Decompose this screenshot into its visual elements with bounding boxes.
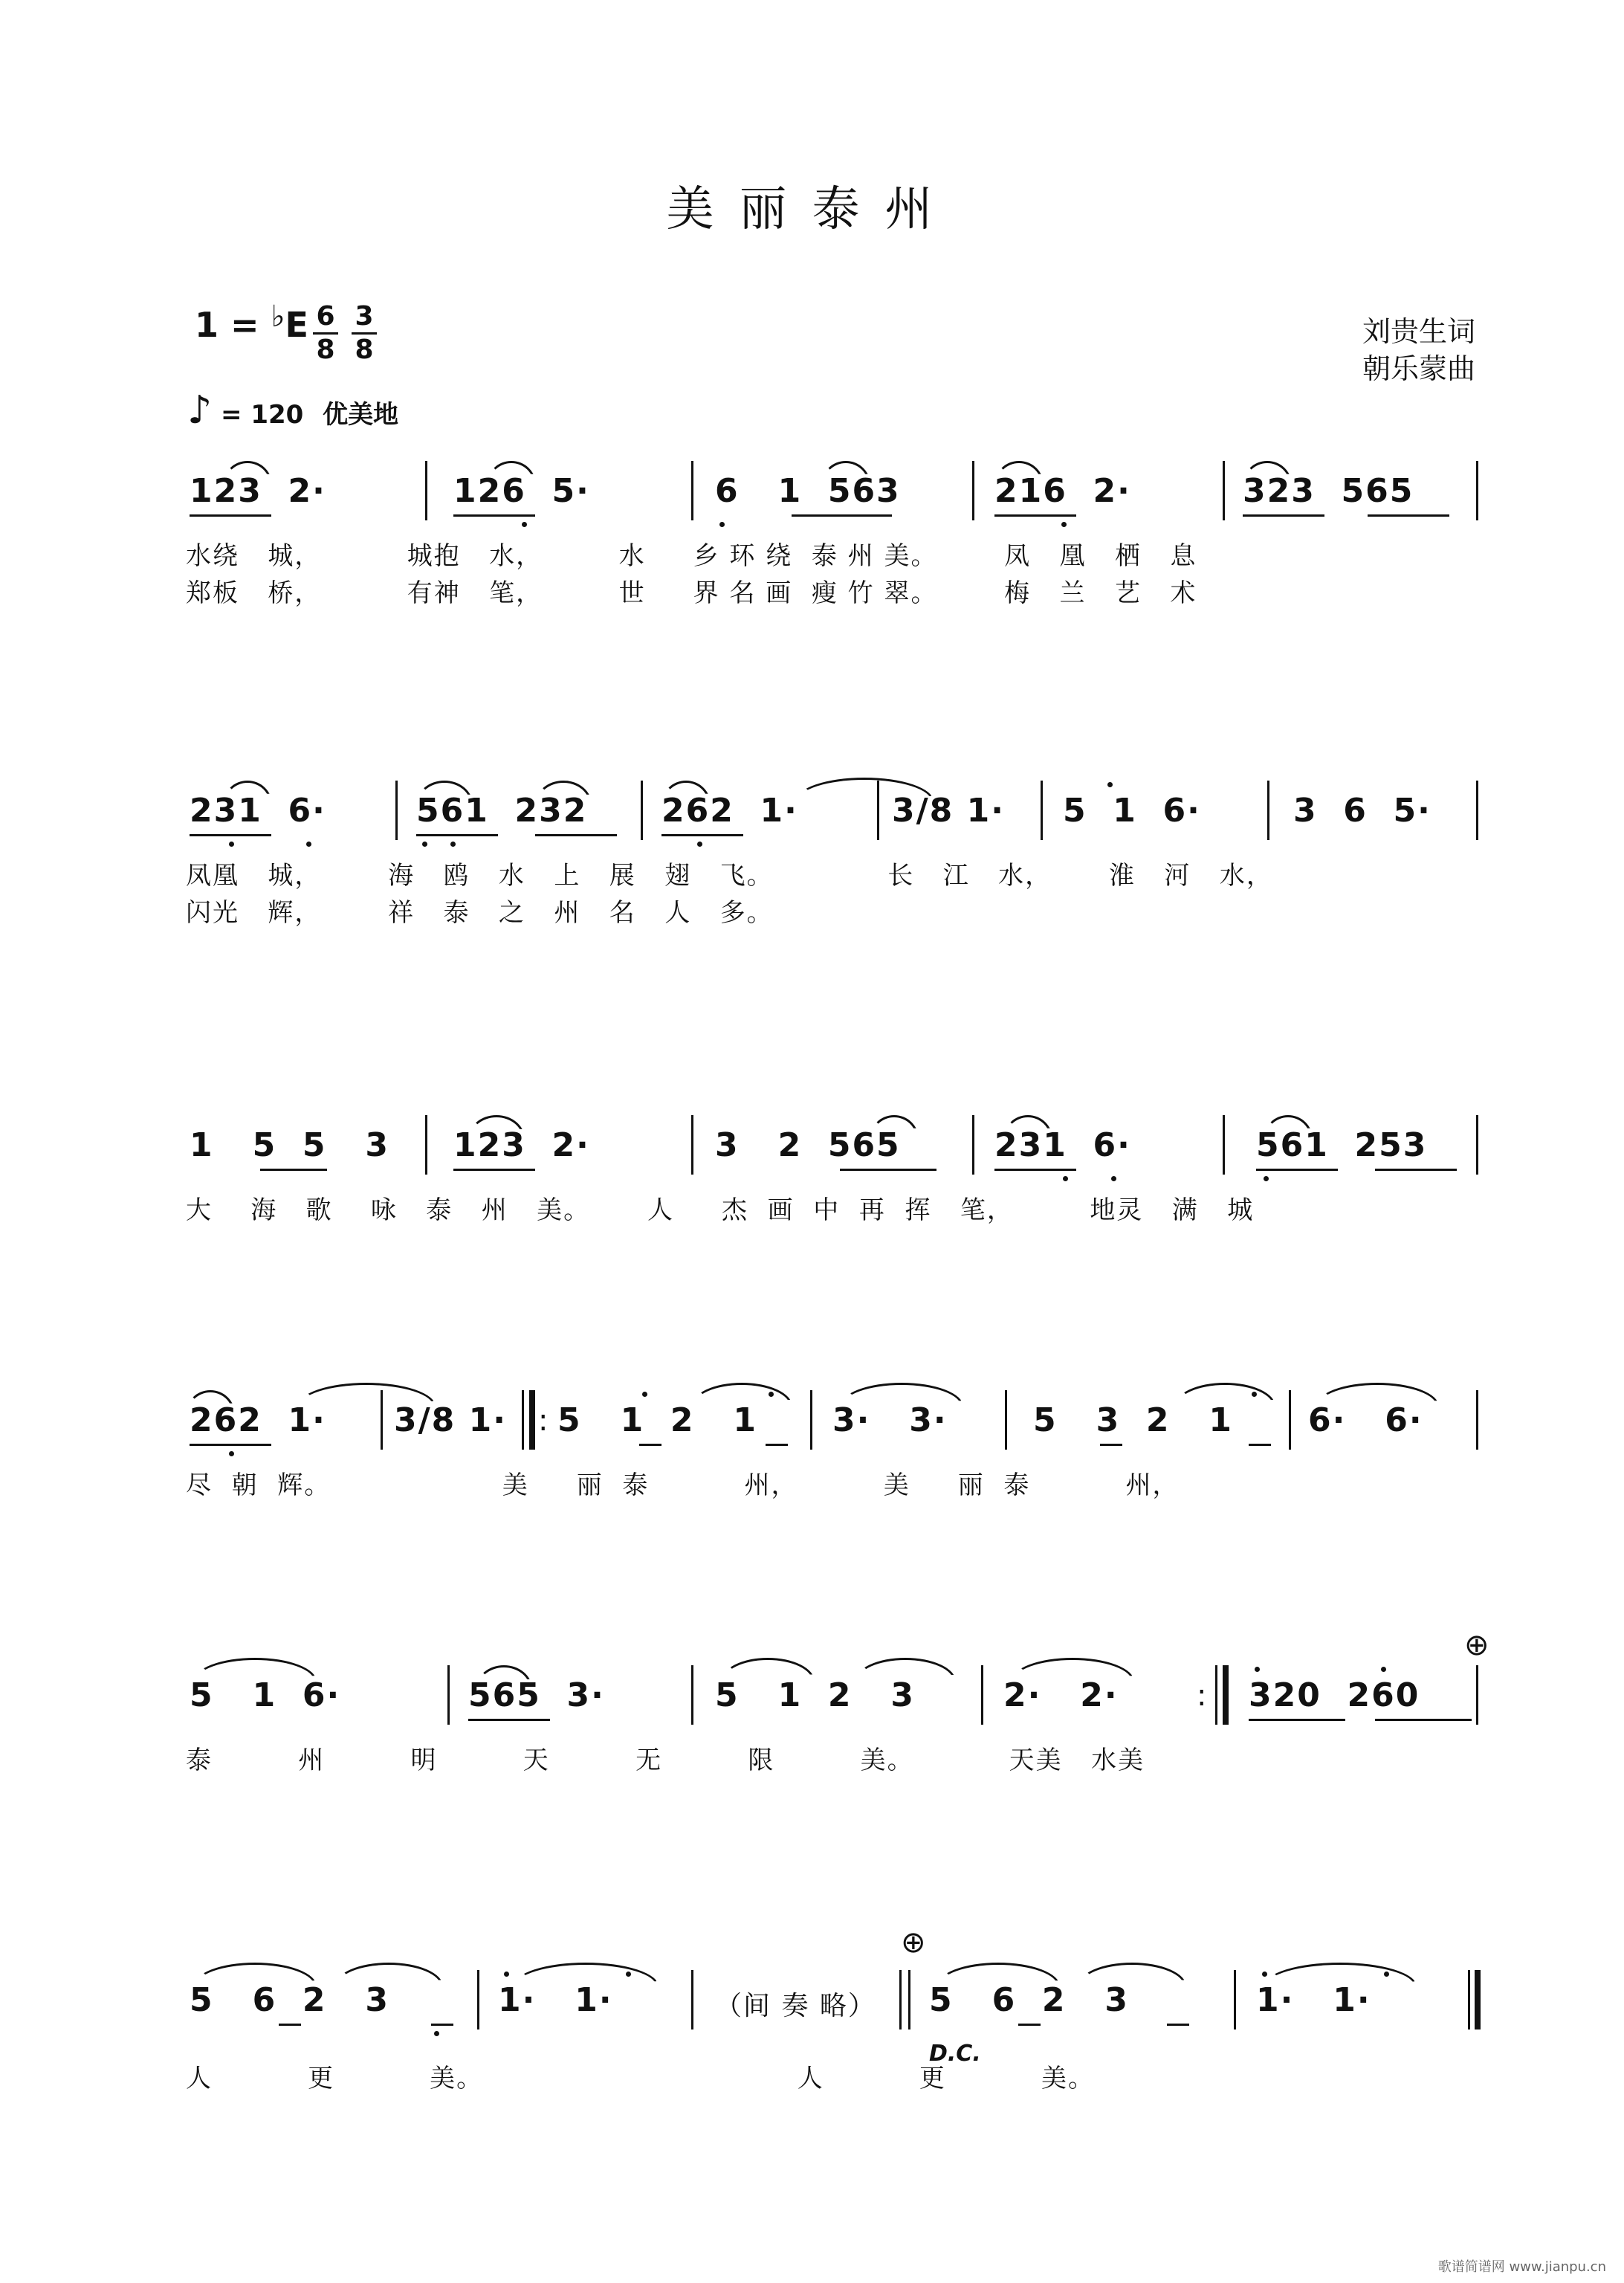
measure: 2· 2· (1003, 1676, 1119, 1714)
key-prefix: 1 = (195, 305, 259, 345)
measure: 3· 3· (832, 1401, 948, 1439)
eighth-note-icon: ♪ (187, 388, 213, 433)
composer-credit: 朝乐蒙曲 (1362, 352, 1475, 385)
time-signature-3-8 (349, 301, 379, 366)
measure: 123 2· (453, 1126, 590, 1164)
measure: 3 6 5· (1293, 792, 1431, 830)
measure: 126 5· (453, 472, 590, 510)
measure: 320 260 (1249, 1676, 1420, 1714)
lyric-line: 尽 朝 辉。 美 丽 泰 州， 美 丽 泰 州， (186, 1470, 1180, 1500)
score-system-2 (186, 781, 1479, 974)
measure: 6· 6· (1308, 1401, 1423, 1439)
measure: 5 1 6· (190, 1676, 341, 1714)
measure: 262 1· (661, 792, 798, 830)
measure: 262 1· (190, 1401, 326, 1439)
measure: 3/8 1· (394, 1401, 507, 1439)
key-tonic: E (285, 305, 308, 345)
flat-icon: ♭ (271, 300, 285, 334)
measure: 561 253 (1256, 1126, 1428, 1164)
lyric-line: 闪光 辉， 祥 泰 之 州 名 人 多。 (186, 898, 774, 928)
interlude-note: （间 奏 略） (715, 1991, 876, 2021)
lyric-line: 人 更 美。 人 更 美。 (186, 2064, 1095, 2093)
measure: 6 1 563 (715, 472, 901, 510)
lyric-line: 郑板 桥， 有神 笔， 世 界 名 画 瘦 竹 翠。 梅 兰 艺 术 (186, 578, 1197, 608)
tempo-value: = 120 (221, 400, 304, 430)
measure: 1 5 5 3 (190, 1126, 390, 1164)
score-system-3 (186, 1115, 1479, 1308)
repeat-end-icon: : (1197, 1679, 1207, 1713)
coda-icon: ⊕ (901, 1925, 926, 1960)
measure: 5 6 2 3 (929, 1981, 1130, 2019)
lyricist-credit: 刘贵生词 (1362, 315, 1475, 348)
dc-marking: D.C. (929, 2041, 981, 2067)
lyric-line: 水绕 城， 城抱 水， 水 乡 环 绕 泰 州 美。 凤 凰 栖 息 (186, 541, 1197, 571)
measure: 323 565 (1243, 472, 1414, 510)
lyric-line: 大 海 歌 咏 泰 州 美。 人 杰 画 中 再 挥 笔， 地灵 满 城 (186, 1195, 1255, 1225)
lyric-line: 泰 州 明 天 无 限 美。 天美 水美 (186, 1746, 1145, 1775)
measure: 5 1 6· (1063, 792, 1201, 830)
measure: 123 2· (190, 472, 326, 510)
ts-bottom: 8 (316, 335, 335, 365)
measure: 216 2· (994, 472, 1131, 510)
time-signature-6-8 (311, 301, 340, 366)
measure: 231 6· (994, 1126, 1131, 1164)
measure: 5 1 2 3 (715, 1676, 916, 1714)
measure: 565 3· (468, 1676, 605, 1714)
key-signature (195, 300, 308, 345)
score-system-4 (186, 1390, 1479, 1583)
score-system-5 (186, 1628, 1489, 1859)
measure: 1· 1· (498, 1981, 613, 2019)
lyric-line: 凤凰 城， 海 鸥 水 上 展 翅 飞。 长 江 水， 淮 河 水， (186, 861, 1273, 891)
ts-top: 6 (316, 301, 335, 332)
score-system-1 (186, 461, 1479, 654)
song-title: 美丽泰州 (666, 182, 958, 237)
tempo-marking (187, 388, 398, 433)
measure: 5 1 2 1 (557, 1401, 758, 1439)
measure: 561 232 (416, 792, 588, 830)
measure: 3/8 1· (892, 792, 1005, 830)
repeat-start-icon: : (538, 1404, 549, 1438)
ts-top: 3 (355, 301, 374, 332)
tempo-mood: 优美地 (323, 400, 399, 430)
measure: 5 3 2 1 (1033, 1401, 1234, 1439)
ts-bottom: 8 (355, 335, 374, 365)
measure: 231 6· (190, 792, 326, 830)
watermark: 歌谱简谱网 www.jianpu.cn (1437, 2259, 1606, 2275)
measure: 3 2 565 (715, 1126, 901, 1164)
score-system-6 (186, 1925, 1479, 2163)
coda-icon: ⊕ (1464, 1628, 1489, 1662)
measure: 5 6 2 3 (190, 1981, 390, 2019)
measure: 1· 1· (1256, 1981, 1371, 2019)
